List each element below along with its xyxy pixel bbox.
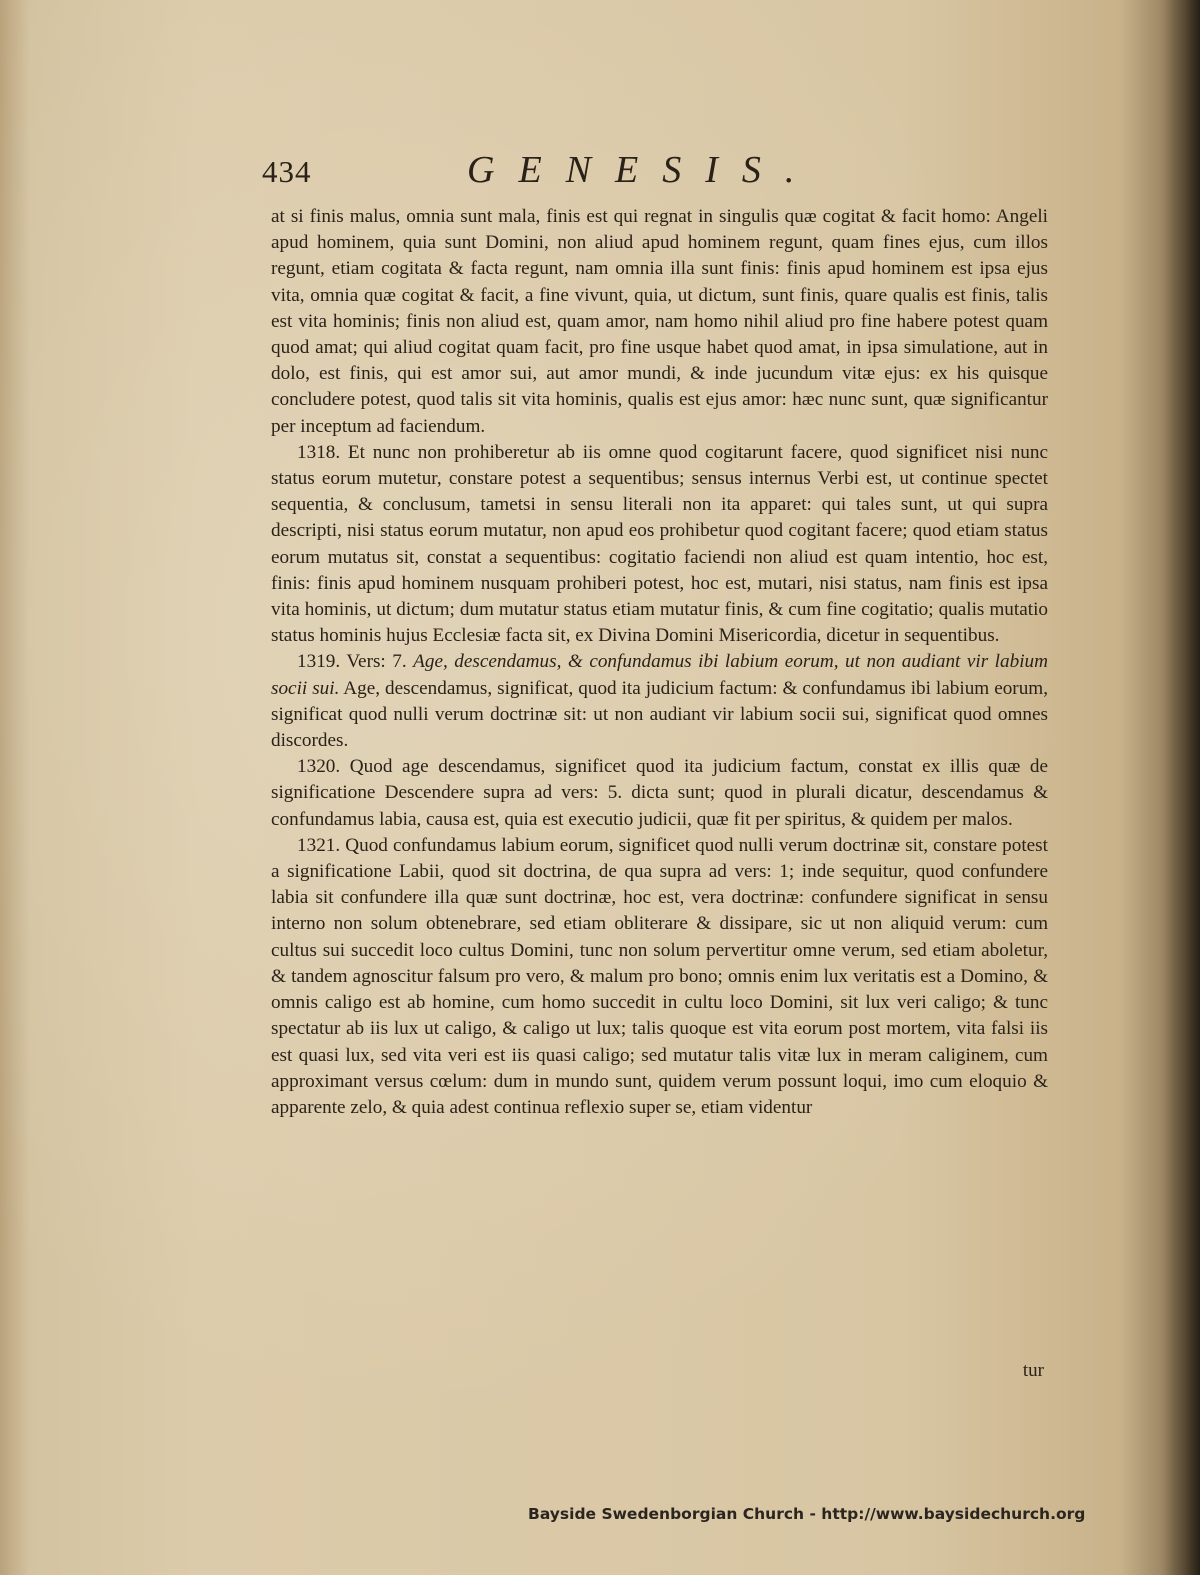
- body-text: [271, 204, 1048, 1121]
- verse-reference: 1319. Vers: 7.: [297, 651, 414, 673]
- paragraph-1318: 1318. Et nunc non prohiberetur ab iis omne quod cogitarunt facere, quod significet nisi nunc status eorum mutetur, constare potest a sequentibus; sensus internus Verbi est, ut continue spectet sequentia, & conclusum, tametsi in sensu literali non ita apparet: qui tales sunt, ut qui supra descripti, nisi status eorum mutatur, non apud eos prohibetur quod cogitant facere; quod etiam status eorum mutatus sit, constat a sequentibus: cogitatio faciendi non aliud est quam intentio, hoc est, finis: finis apud hominem nusquam prohiberi potest, hoc est, mutari, nisi status, nam finis est ipsa vita hominis, ut dictum; dum mutatur status etiam mutatur finis, & cum fine cogitatio; qualis mutatio status hominis hujus Ecclesiæ facta sit, ex Divina Domini Misericordia, dicetur in sequentibus.: [271, 441, 1048, 647]
- paragraph-continuation: at si finis malus, omnia sunt mala, finis est qui regnat in singulis quæ cogitat & facit homo: Angeli apud hominem, quia sunt Domini, non aliud apud hominem regunt, quam fines ejus, cum illos regunt, etiam cogitata & facta regunt, nam omnia illa sunt finis: finis apud hominem est ipsa ejus vita, omnia quæ cogitat & facit, a fine vivunt, quia, ut dictum, sunt finis, quare qualis est finis, talis est vita hominis; finis non aliud est, quam amor, nam homo nihil aliud pro fine habere potest quam quod amat; qui aliud cogitat quam facit, pro fine usque habet quod amat, in ipsa simulatione, aut in dolo, est finis, qui est amor sui, aut amor mundi, & inde jucundum vitæ ejus: ex his quisque concludere potest, quod talis sit vita hominis, qualis est ejus amor: hæc nunc sunt, quæ significantur per inceptum ad faciendum.: [271, 206, 1048, 437]
- paragraph-1321: 1321. Quod confundamus labium eorum, significet quod nulli verum doctrinæ sit, constare potest a significatione Labii, quod sit doctrina, de qua supra ad vers: 1; inde sequitur, quod confundere labia sit confundere illa quæ sunt doctrinæ, hoc est, vera doctrinæ: confundere significat in sensu interno non solum obtenebrare, sed etiam obliterare & dissipare, sic ut non aliquid verum: cum cultus sui succedit loco cultus Domini, tunc non solum pervertitur omne verum, sed etiam aboletur, & tandem agnoscitur falsum pro vero, & malum pro bono; omnis enim lux veritatis est a Domino, & omnis caligo est ab homine, cum homo succedit in cultu loco Domini, sit lux veri caligo; & tunc spectatur ab iis lux ut caligo, & caligo ut lux; talis quoque est vita eorum post mortem, vita falsi iis est quasi lux, sed vita veri est iis quasi caligo; sed mutatur talis vitæ lux in meram caliginem, cum approximant versus cœlum: dum in mundo sunt, quidem verum possunt loqui, imo cum eloquio & apparente zelo, & quia adest continua reflexio super se, etiam videntur: [271, 834, 1048, 1118]
- running-title: GENESIS.: [467, 149, 819, 191]
- catchword: tur: [1022, 1360, 1044, 1381]
- scripture-quotation: Age, descendamus, & confundamus ibi labium eorum, ut non audiant vir labium socii sui.: [271, 651, 1048, 699]
- watermark-credit: Bayside Swedenborgian Church - http://www.baysidechurch.org: [528, 1505, 1086, 1523]
- paragraph-1320: 1320. Quod age descendamus, significet quod ita judicium factum, constat ex illis quæ de significatione Descendere supra ad vers: 5. dicta sunt; quod in plurali dicatur, descendamus & confundamus labia, causa est, quia est executio judicii, quæ fit per spiritus, & quidem per malos.: [271, 756, 1048, 830]
- page-number: 434: [262, 154, 312, 189]
- page-header: [262, 148, 1052, 198]
- page-edge-shadow: [1160, 0, 1200, 1575]
- paragraph-1319: [271, 649, 1048, 754]
- paragraph-1319-text: Age, descendamus, significat, quod ita judicium factum: & confundamus ibi labium eorum, significat quod nulli verum doctrinæ sit: ut non audiant vir labium socii sui, significat quod omnes discordes.: [271, 677, 1049, 752]
